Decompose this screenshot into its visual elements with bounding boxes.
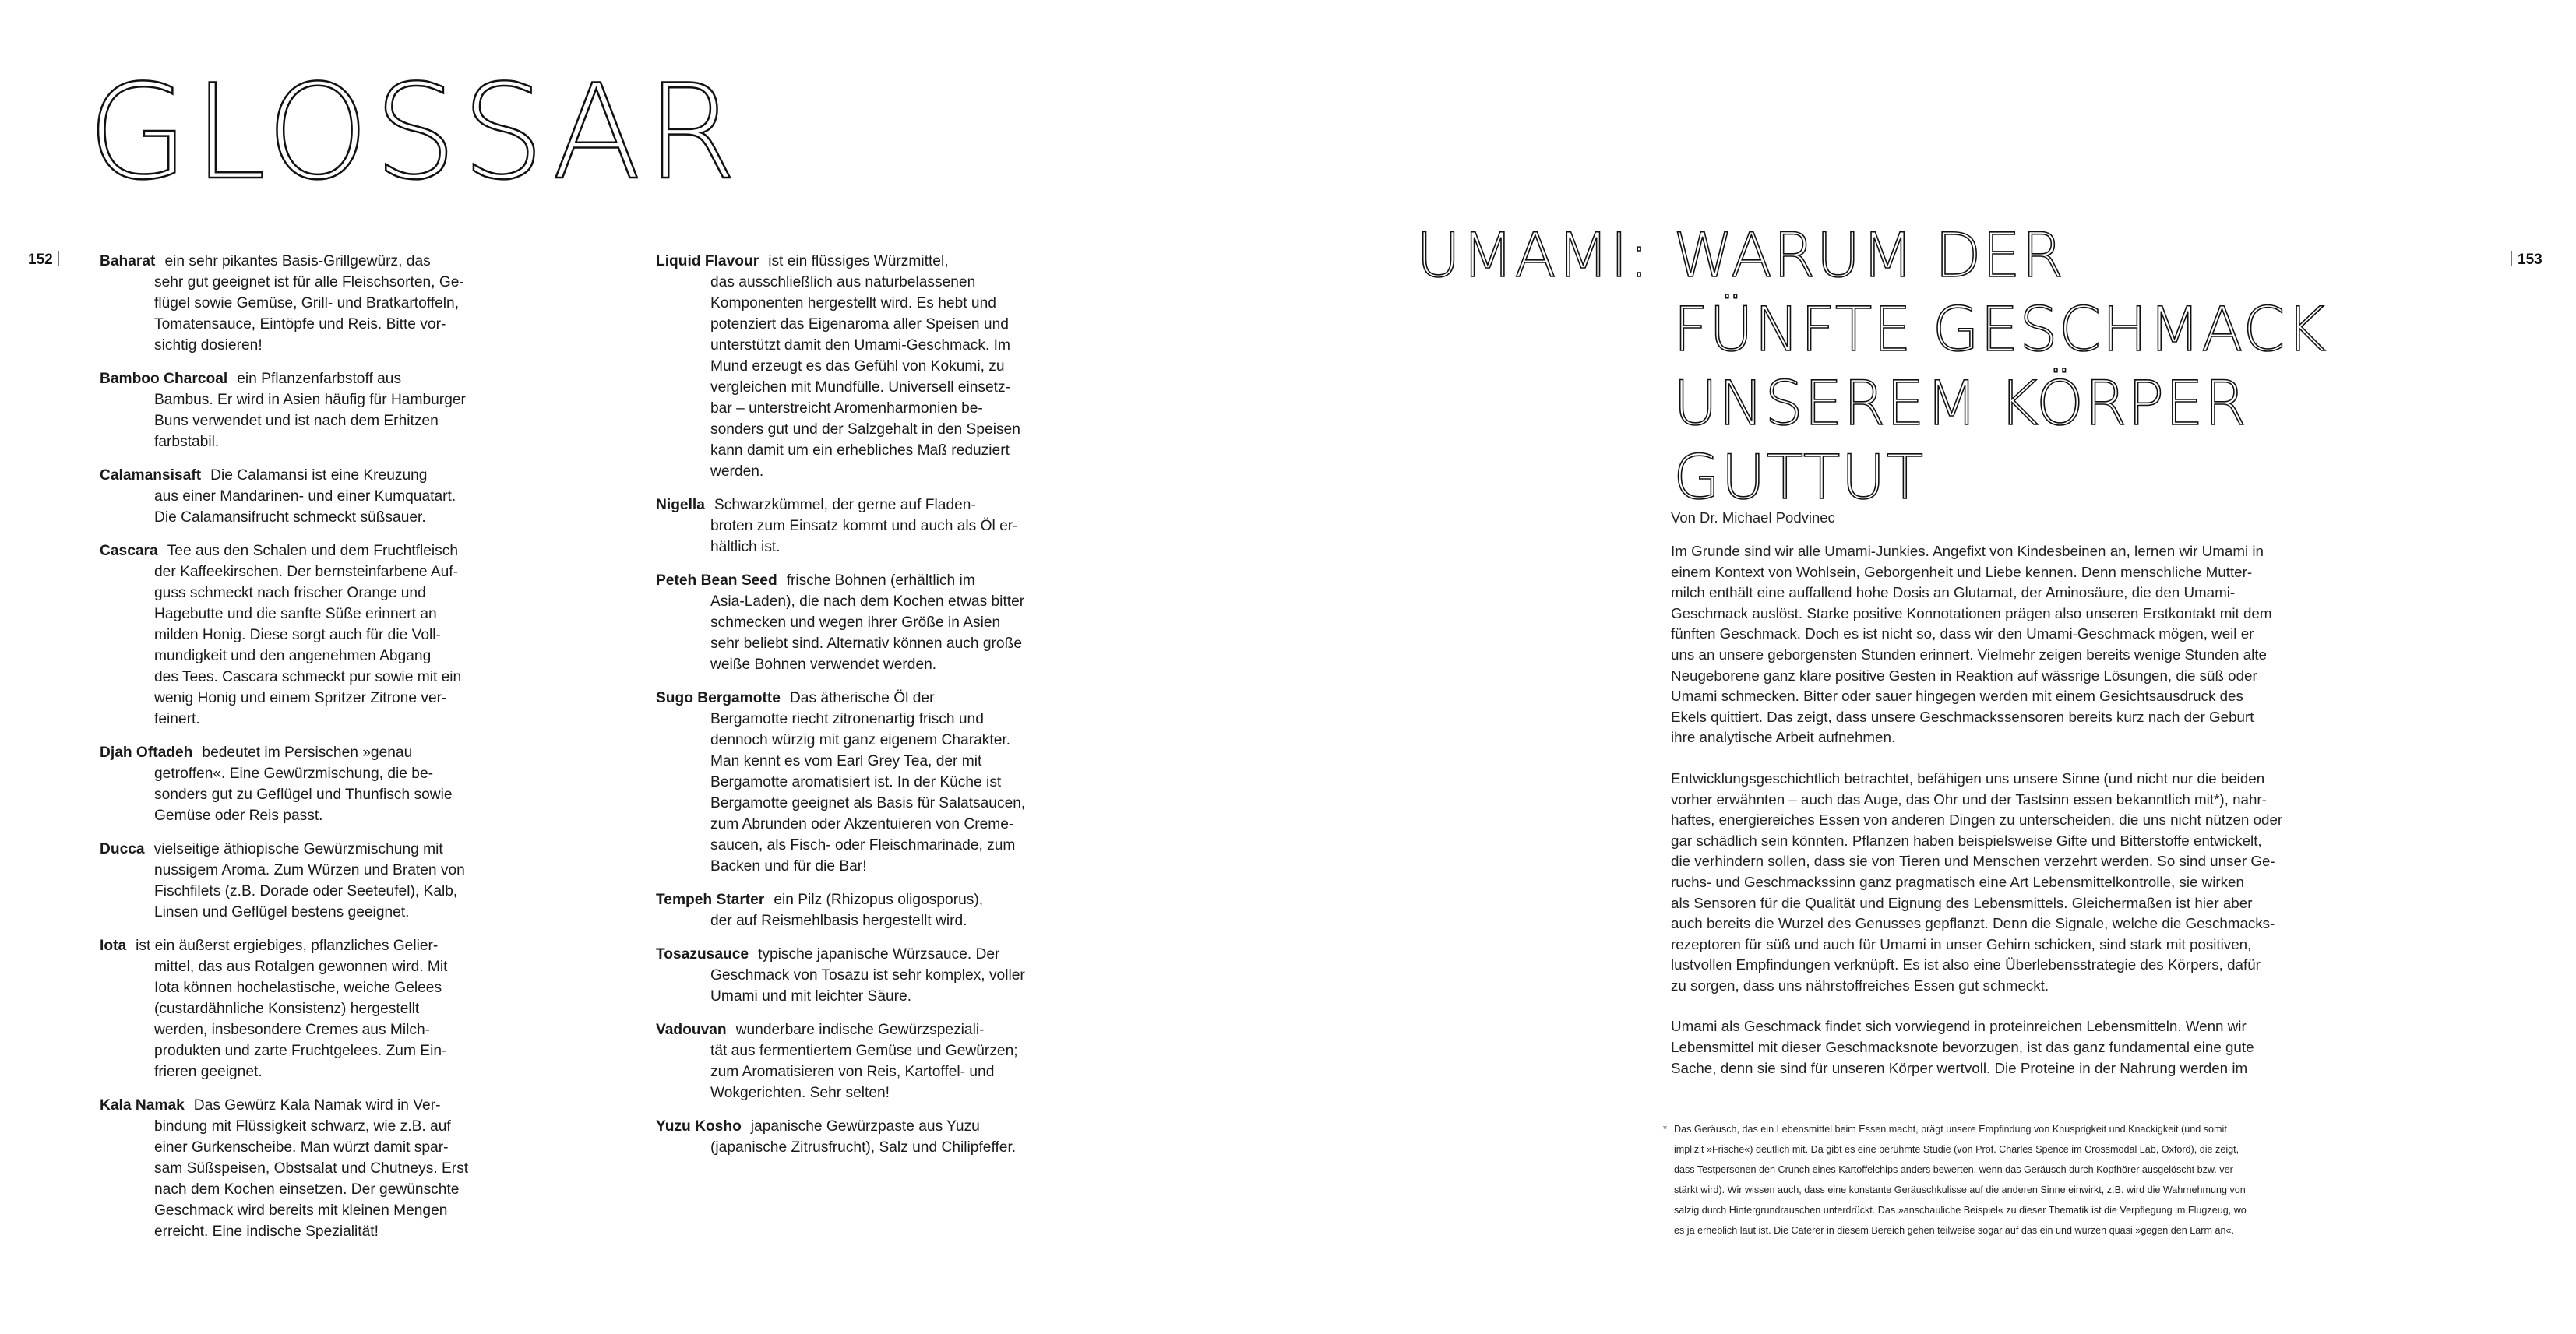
article-line: zu sorgen, dass uns nährstoffreiches Essen gut schmeckt. — [1671, 977, 2049, 994]
glossary-entry-first-line — [656, 495, 1070, 516]
glossary-definition-line: erreicht. Eine indische Spezialität! — [154, 1223, 379, 1240]
glossary-definition-line: mundigkeit und den angenehmen Abgang — [154, 648, 432, 664]
footnote-marker: * — [1663, 1124, 1667, 1135]
glossary-entry-first-line — [100, 251, 505, 272]
glossary-definition-line: Mund erzeugt es das Gefühl von Kokumi, zu — [710, 358, 1005, 375]
byline: Von Dr. Michael Podvinec — [1671, 509, 1835, 526]
glossary-definition-line: der Kaffeekirschen. Der bernsteinfarbene Auf- — [154, 564, 459, 580]
glossary-definition-line: ist ein äußerst ergiebiges, pflanzliches Gelier- — [136, 938, 439, 954]
footnote — [1663, 1119, 2520, 1241]
glossary-entry — [100, 935, 505, 1082]
footnote-line — [1663, 1180, 2520, 1200]
footnote-text: salzig durch Hintergrundrauschen unterdrückt. Das »anschauliche Beispiel« zu dieser Thematik ist die Verpflegung im Flugzeug, wo — [1674, 1205, 2247, 1216]
glossary-term: Djah Oftadeh — [100, 744, 193, 761]
glossary-term: Tosazusauce — [656, 946, 749, 963]
glossary-definition-line: werden, insbesondere Cremes aus Milch- — [154, 1022, 431, 1038]
glossary-definition-line: sonders gut zu Geflügel und Thunfisch sowie — [154, 787, 453, 803]
article-line: Umami als Geschmack findet sich vorwiegend in proteinreichen Lebensmitteln. Wenn wir — [1671, 1018, 2247, 1035]
glossary-entry — [100, 839, 505, 923]
glossary-entry-first-line — [100, 540, 505, 561]
article-line: Lebensmittel mit dieser Geschmacksnote bevorzugen, ist das ganz fundamental eine gute — [1671, 1039, 2254, 1056]
glossary-term: Liquid Flavour — [656, 253, 759, 269]
article-line: Sache, denn sie sind für unseren Körper wertvoll. Die Proteine in der Nahrung werden im — [1671, 1059, 2248, 1076]
glossary-definition-line: sehr beliebt sind. Alternativ können auch große — [710, 635, 1022, 652]
article-paragraph — [1671, 1016, 2512, 1079]
folio-divider — [58, 251, 59, 266]
glossary-definition-line: wunderbare indische Gewürzspeziali- — [735, 1022, 985, 1038]
glossary-term: Iota — [100, 938, 127, 954]
glossary-definition-line: broten zum Einsatz kommt und auch als Öl er- — [710, 518, 1018, 534]
glossary-definition-line: tät aus fermentiertem Gemüse und Gewürzen; — [710, 1043, 1018, 1059]
footnote-text: dass Testpersonen den Crunch eines Kartoffelchips anders bewerten, wenn das Geräusch durch Kopfhörer ausgelöscht bzw. ver- — [1674, 1164, 2236, 1175]
glossary-entry-first-line — [100, 368, 505, 389]
glossary-definition-line: vielseitige äthiopische Gewürzmischung mit — [153, 841, 443, 857]
glossary-definition-line: ist ein flüssiges Würzmittel, — [768, 253, 949, 269]
glossary-definition-line: Hagebutte und die sanfte Süße erinnert an — [154, 606, 437, 622]
glossary-definition-line: japanische Gewürzpaste aus Yuzu — [750, 1118, 980, 1135]
glossary-definition-line: feinert. — [154, 711, 200, 727]
glossary-term: Calamansisaft — [100, 467, 202, 484]
glossary-definition-line: Bergamotte geeignet als Basis für Salatsaucen, — [710, 795, 1026, 811]
glossary-definition-line: sam Süßspeisen, Obstsalat und Chutneys. Erst — [154, 1160, 469, 1177]
glossary-definition-line: frische Bohnen (erhältlich im — [786, 572, 975, 589]
article-line: ruchs- und Geschmackssinn ganz pragmatisch eine Art Lebensmittelkontrolle, sie wirken — [1671, 873, 2244, 890]
page-number-right — [2506, 251, 2543, 269]
glossary-entry — [100, 465, 505, 528]
glossary-definition-line: frieren geeignet. — [154, 1064, 263, 1080]
glossary-definition-line: ein Pflanzenfarbstoff aus — [237, 371, 402, 387]
article-line: vorher erwähnten – auch das Auge, das Ohr und der Tastsinn essen bekanntlich mit*), nahr- — [1671, 790, 2267, 808]
glossary-entry-first-line — [656, 889, 1070, 910]
article-line: haftes, energiereiches Essen von anderen Dingen zu unterscheiden, die uns nicht nützen oder — [1671, 811, 2283, 829]
glossary-definition-line: das ausschließlich aus naturbelassenen — [710, 274, 976, 290]
page-number-left-value: 152 — [28, 252, 53, 268]
glossary-entry-first-line — [656, 1116, 1070, 1137]
glossary-definition-line: Asia-Laden), die nach dem Kochen etwas bitter — [710, 593, 1025, 610]
page-number-right-value: 153 — [2518, 252, 2543, 268]
glossary-definition-line: getroffen«. Eine Gewürzmischung, die be- — [154, 766, 434, 782]
glossary-definition-line: Geschmack von Tosazu ist sehr komplex, voller — [710, 967, 1025, 984]
glossary-term: Peteh Bean Seed — [656, 572, 777, 589]
article-body — [1671, 541, 2512, 1099]
glossary-entry — [656, 570, 1070, 675]
glossary-definition-line: einer Gurkenscheibe. Man würzt damit spar- — [154, 1139, 449, 1156]
glossary-definition-line: Buns verwendet und ist nach dem Erhitzen — [154, 413, 439, 429]
glossary-term: Baharat — [100, 253, 156, 269]
glossary-entry — [100, 368, 505, 452]
article-line: einem Kontext von Wohlsein, Geborgenheit und Liebe kennen. Denn menschliche Mutter- — [1671, 563, 2253, 580]
glossary-definition-line: zum Aromatisieren von Reis, Kartoffel- und — [710, 1064, 995, 1080]
article-line: Im Grunde sind wir alle Umami-Junkies. Angefixt von Kindesbeinen an, lernen wir Umami in — [1671, 543, 2264, 559]
article-line: rezeptoren für süß und auch für Umami in unser Gehirn schicken, sind stark mit positiven, — [1671, 935, 2252, 952]
glossary-definition-line: saucen, als Fisch- oder Fleischmarinade, zum — [710, 837, 1016, 854]
glossary-entry — [100, 1095, 505, 1242]
glossary-term: Nigella — [656, 497, 705, 513]
footnote-text: es ja erheblich laut ist. Die Caterer in diesem Bereich gehen teilweise sogar auf das ein und würzen quasi »gegen den Lärm an«. — [1674, 1225, 2234, 1236]
glossary-definition-line: Wokgerichten. Sehr selten! — [710, 1085, 890, 1101]
glossary-definition-line: vergleichen mit Mundfülle. Universell einsetz- — [710, 379, 1010, 396]
glossary-definition-line: Man kennt es vom Earl Grey Tea, der mit — [710, 753, 982, 769]
glossary-definition-line: Das ätherische Öl der — [789, 690, 935, 706]
glossary-entry-first-line — [656, 688, 1070, 709]
article-line: lustvollen Empfindungen verknüpft. Es ist also eine Überlebensstrategie des Körpers, dafür — [1671, 956, 2261, 973]
article-title-prefix: UMAMI: — [1416, 221, 1651, 291]
glossary-definition-line: hältlich ist. — [710, 539, 781, 555]
glossary-definition-line: bar – unterstreicht Aromenharmonien be- — [710, 400, 983, 417]
glossary-definition-line: farbstabil. — [154, 434, 220, 450]
glossary-term: Vadouvan — [656, 1022, 727, 1038]
glossary-term: Kala Namak — [100, 1097, 185, 1114]
glossary-definition-line: der auf Reismehlbasis hergestellt wird. — [710, 913, 967, 929]
glossary-entry-first-line — [100, 742, 505, 763]
glossary-definition-line: Backen und für die Bar! — [710, 858, 867, 875]
article-line: Entwicklungsgeschichtlich betrachtet, befähigen uns unsere Sinne (und nicht nur die beiden — [1671, 769, 2265, 787]
glossary-term: Sugo Bergamotte — [656, 690, 781, 706]
glossary-entry-first-line — [100, 1095, 505, 1116]
glossary-entry-first-line — [100, 839, 505, 860]
article-title-line: UNSEREM KÖRPER — [1673, 369, 2247, 439]
glossary-definition-line: typische japanische Würzsauce. Der — [758, 946, 1000, 963]
glossary-column-1 — [100, 251, 505, 1255]
glossary-definition-line: Die Calamansi ist eine Kreuzung — [210, 467, 428, 484]
article-title-line: GUTTUT — [1673, 443, 1925, 513]
glossary-definition-line: mittel, das aus Rotalgen gewonnen wird. Mit — [154, 959, 448, 975]
glossary-definition-line: werden. — [710, 463, 764, 480]
glossary-definition-line: aus einer Mandarinen- und einer Kumquatart. — [154, 488, 456, 505]
glossary-entry-first-line — [656, 570, 1070, 591]
glossary-definition-line: Bambus. Er wird in Asien häufig für Hamburger — [154, 392, 466, 408]
glossary-definition-line: Bergamotte aromatisiert ist. In der Küche ist — [710, 774, 1002, 790]
footnote-text: Das Geräusch, das ein Lebensmittel beim Essen macht, prägt unsere Empfindung von Knusprigkeit und Knackigkeit (und somit — [1674, 1124, 2227, 1135]
glossary-definition-line: guss schmeckt nach frischer Orange und — [154, 585, 426, 601]
article-line: Umami schmecken. Bitter oder sauer hingegen werden mit einem Gesichtsausdruck des — [1671, 688, 2243, 705]
glossary-entry — [100, 540, 505, 730]
article-line: ihre analytische Arbeit aufnehmen. — [1671, 729, 1896, 746]
article-line: Ekels quittiert. Das zeigt, dass unsere Geschmackssensoren bereits kurz nach der Geburt — [1671, 708, 2254, 725]
glossary-column-2 — [656, 251, 1070, 1170]
article-line: die verhindern sollen, dass sie von Tieren und Menschen verzehrt werden. So sind unser Ge- — [1671, 853, 2275, 870]
article-line: milch enthält eine auffallend hohe Dosis an Glutamat, der Aminosäure, die den Umami- — [1671, 584, 2236, 601]
glossary-entry-first-line — [656, 1019, 1070, 1040]
glossary-definition-line: milden Honig. Diese sorgt auch für die Voll- — [154, 627, 441, 643]
footnote-text: stärkt wird). Wir wissen auch, dass eine konstante Geräuschkulisse auf die anderen Sinne einwirkt, z.B. wird die Wahrnehmung von — [1674, 1184, 2246, 1195]
glossary-entry — [656, 1116, 1070, 1158]
glossary-entry — [656, 944, 1070, 1007]
glossary-definition-line: zum Abrunden oder Akzentuieren von Creme- — [710, 816, 1014, 832]
glossary-definition-line: (japanische Zitrusfrucht), Salz und Chilipfeffer. — [710, 1139, 1017, 1156]
article-line: Neugeborene ganz klare positive Gesten in Reaktion auf wässrige Lösungen, die süß oder — [1671, 667, 2257, 684]
glossary-entry — [100, 251, 505, 356]
glossary-definition-line: Das Gewürz Kala Namak wird in Ver- — [193, 1097, 441, 1114]
glossary-definition-line: ein sehr pikantes Basis-Grillgewürz, das — [164, 253, 431, 269]
glossary-definition-line: Die Calamansifrucht schmeckt süßsauer. — [154, 509, 426, 526]
article-paragraph — [1671, 541, 2512, 748]
article-line: fünften Geschmack. Doch es ist nicht so, dass wir den Umami-Geschmack mögen, weil er — [1671, 625, 2254, 642]
folio-divider — [2511, 251, 2512, 266]
glossary-entry-first-line — [100, 465, 505, 486]
article-line: uns an unsere geborgensten Stunden erinnert. Vielmehr zeigen bereits wenige Stunden alte — [1671, 646, 2267, 663]
glossary-definition-line: kann damit um ein erhebliches Maß reduziert — [710, 442, 1010, 459]
glossary-definition-line: wenig Honig und einem Spritzer Zitrone ver- — [154, 690, 447, 706]
glossary-definition-line: Tomatensauce, Eintöpfe und Reis. Bitte vor- — [154, 316, 446, 333]
footnote-line — [1663, 1160, 2520, 1180]
glossary-definition-line: sichtig dosieren! — [154, 337, 263, 354]
glossary-definition-line: Geschmack wird bereits mit kleinen Mengen — [154, 1202, 448, 1219]
article-paragraph — [1671, 769, 2512, 997]
glossary-definition-line: ein Pilz (Rhizopus oligosporus), — [774, 892, 984, 908]
glossary-term: Bamboo Charcoal — [100, 371, 228, 387]
glossary-entry — [656, 251, 1070, 482]
glossary-definition-line: (custardähnliche Konsistenz) hergestellt — [154, 1001, 420, 1017]
footnote-line — [1663, 1139, 2520, 1160]
glossary-term: Yuzu Kosho — [656, 1118, 742, 1135]
glossary-definition-line: Komponenten hergestellt wird. Es hebt und — [710, 295, 996, 312]
footnote-text: implizit »Frische«) deutlich mit. Da gibt es eine berühmte Studie (von Prof. Charles Spence im Crossmodal Lab, Oxford), die zeigt, — [1674, 1144, 2239, 1155]
glossary-definition-line: produkten und zarte Fruchtgelees. Zum Ein- — [154, 1043, 447, 1059]
glossary-definition-line: dennoch würzig mit ganz eigenem Charakter. — [710, 732, 1011, 748]
glossar-title: GLOSSAR — [87, 56, 742, 209]
glossary-definition-line: unterstützt damit den Umami-Geschmack. Im — [710, 337, 1010, 354]
glossary-definition-line: Bergamotte riecht zitronenartig frisch und — [710, 711, 984, 727]
glossary-definition-line: sehr gut geeignet ist für alle Fleischsorten, Ge- — [154, 274, 464, 290]
glossary-term: Tempeh Starter — [656, 892, 765, 908]
glossary-definition-line: nach dem Kochen einsetzen. Der gewünschte — [154, 1181, 460, 1198]
article-title-line: WARUM DER — [1673, 221, 2065, 291]
glossary-term: Cascara — [100, 543, 158, 559]
article-line: als Sensoren für die Qualität und Eignung des Lebensmittels. Gleichermaßen ist hier aber — [1671, 894, 2253, 911]
glossary-definition-line: Gemüse oder Reis passt. — [154, 808, 323, 824]
glossary-definition-line: Fischfilets (z.B. Dorade oder Seeteufel), Kalb, — [154, 883, 458, 899]
glossary-term: Ducca — [100, 841, 145, 857]
glossary-entry — [100, 742, 505, 826]
glossary-definition-line: potenziert das Eigenaroma aller Speisen und — [710, 316, 1009, 333]
glossary-definition-line: Linsen und Geflügel bestens geeignet. — [154, 904, 410, 920]
article-title-line: FÜNFTE GESCHMACK — [1673, 295, 2327, 365]
glossary-definition-line: nussigem Aroma. Zum Würzen und Braten von — [154, 862, 465, 878]
glossary-definition-line: Iota können hochelastische, weiche Gelees — [154, 980, 442, 996]
footnote-line — [1663, 1220, 2520, 1241]
glossary-definition-line: des Tees. Cascara schmeckt pur sowie mit ein — [154, 669, 462, 685]
glossary-definition-line: weiße Bohnen verwendet werden. — [710, 656, 937, 673]
glossary-definition-line: bedeutet im Persischen »genau — [202, 744, 413, 761]
footnote-line — [1663, 1200, 2520, 1220]
glossary-definition-line: flügel sowie Gemüse, Grill- und Bratkartoffeln, — [154, 295, 460, 312]
glossary-definition-line: Tee aus den Schalen und dem Fruchtfleisch — [167, 543, 458, 559]
glossary-entry — [656, 1019, 1070, 1103]
glossary-entry — [656, 889, 1070, 931]
footnote-line — [1663, 1119, 2520, 1139]
glossary-entry — [656, 495, 1070, 558]
glossary-definition-line: Umami und mit leichter Säure. — [710, 988, 912, 1005]
glossary-entry-first-line — [656, 944, 1070, 965]
page-number-left — [28, 251, 65, 269]
glossary-entry-first-line — [656, 251, 1070, 272]
article-line: gar schädlich sein könnten. Pflanzen haben beispielsweise Gifte und Bitterstoffe entwickelt, — [1671, 832, 2262, 849]
glossary-definition-line: Schwarzkümmel, der gerne auf Fladen- — [714, 497, 976, 513]
glossary-entry-first-line — [100, 935, 505, 956]
article-line: Geschmack auslöst. Starke positive Konnotationen prägen also unseren Erstkontakt mit dem — [1671, 604, 2272, 621]
glossary-definition-line: schmecken und wegen ihrer Größe in Asien — [710, 614, 1001, 631]
article-line: auch bereits die Wurzel des Genusses gepflanzt. Denn die Signale, welche die Geschmacks- — [1671, 915, 2275, 932]
glossary-definition-line: sonders gut und der Salzgehalt in den Speisen — [710, 421, 1020, 438]
glossary-entry — [656, 688, 1070, 877]
glossary-definition-line: bindung mit Flüssigkeit schwarz, wie z.B. auf — [154, 1118, 451, 1135]
